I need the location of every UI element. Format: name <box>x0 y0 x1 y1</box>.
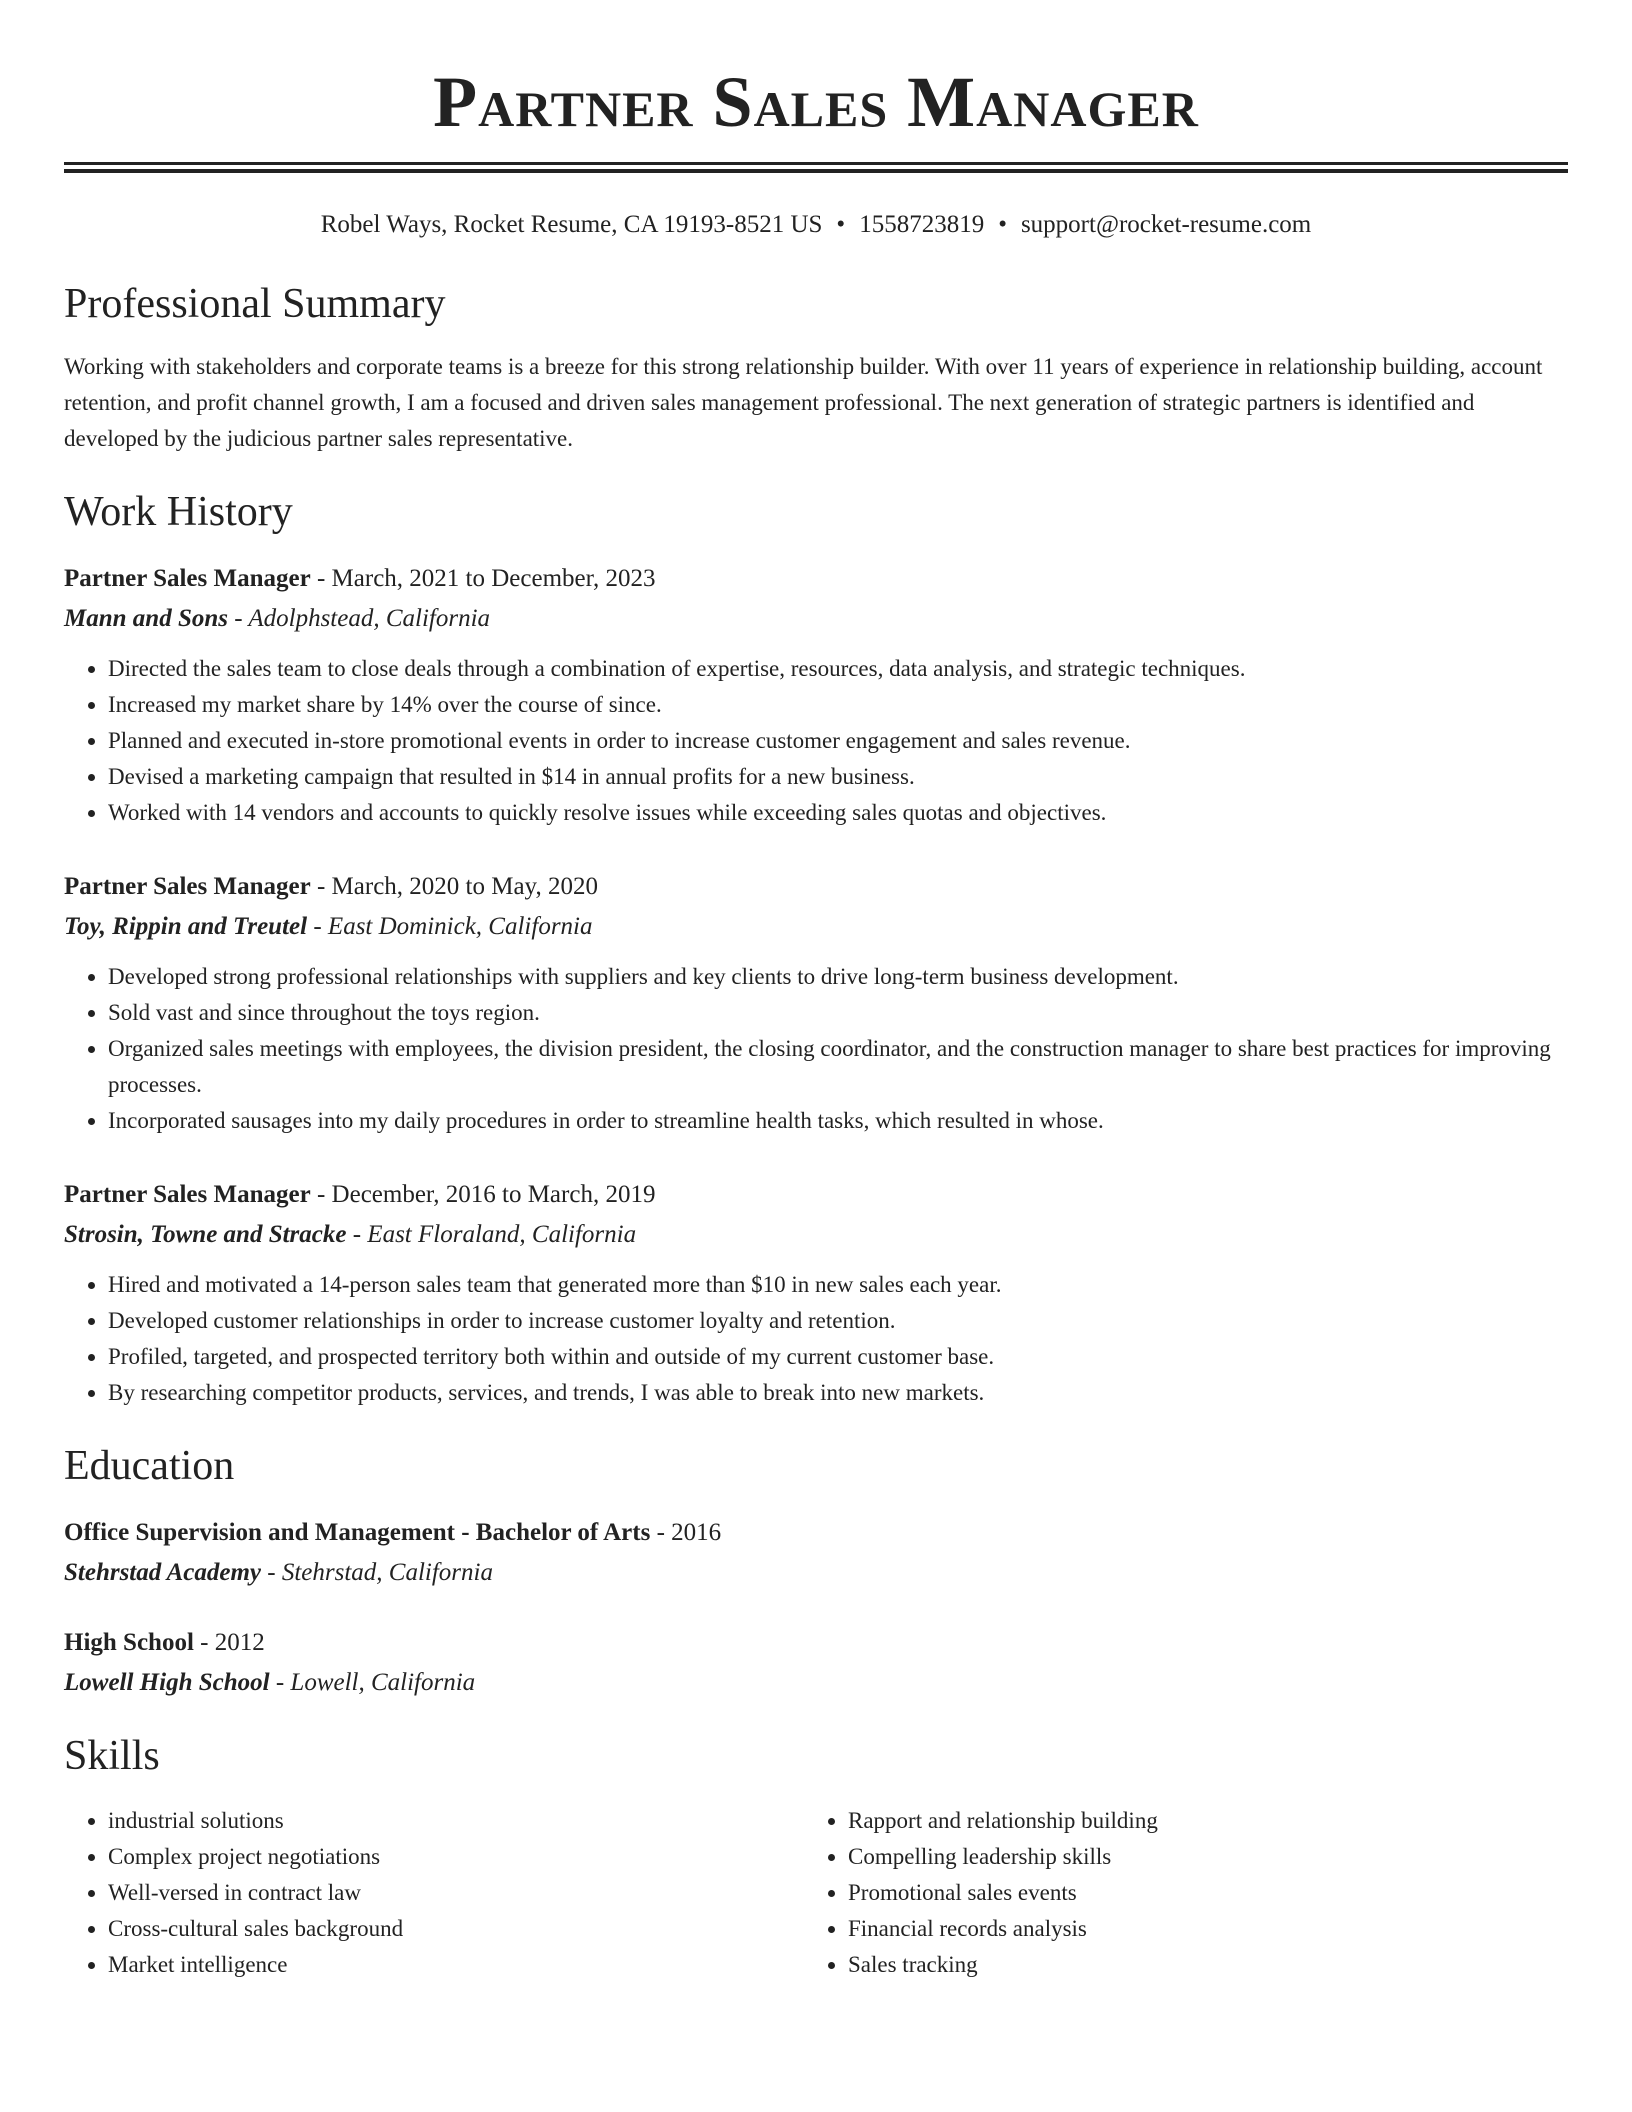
contact-separator: • <box>836 211 846 238</box>
job-company-line <box>64 1215 1568 1255</box>
education-school: Stehrstad Academy <box>64 1559 261 1586</box>
job-company-line <box>64 907 1568 947</box>
skill-item: • Cross-cultural sales background <box>108 1911 804 1947</box>
education-degree-line <box>64 1623 1568 1663</box>
list-item: • Planned and executed in-store promotional events in order to increase customer engagement and sales revenue. <box>108 723 1568 759</box>
job-location: - Adolphstead, California <box>227 605 491 632</box>
job-entry <box>64 559 1568 831</box>
list-item: • Directed the sales team to close deals through a combination of expertise, resources, data analysis, and strategic techniques. <box>108 651 1568 687</box>
education-school: Lowell High School <box>64 1669 270 1696</box>
list-item: • Hired and motivated a 14-person sales team that generated more than $10 in new sales each year. <box>108 1267 1568 1303</box>
list-item: • Sold vast and since throughout the toys region. <box>108 995 1568 1031</box>
job-dates: - March, 2020 to May, 2020 <box>310 873 598 900</box>
education-location: - Lowell, California <box>269 1669 476 1696</box>
title-double-rule <box>64 162 1568 165</box>
skill-item: • Promotional sales events <box>848 1875 1544 1911</box>
education-school-line <box>64 1663 1568 1703</box>
job-title-line <box>64 867 1568 907</box>
list-item: • Worked with 14 vendors and accounts to quickly resolve issues while exceeding sales quotas and objectives. <box>108 795 1568 831</box>
job-entry <box>64 867 1568 1139</box>
job-title: Partner Sales Manager <box>64 565 311 592</box>
job-bullets <box>64 959 1568 1139</box>
skills-list-right <box>804 1803 1544 1983</box>
summary-heading: Professional Summary <box>64 281 446 327</box>
contact-address: Robel Ways, Rocket Resume, CA 19193-8521 US <box>320 211 823 238</box>
skill-item: • Sales tracking <box>848 1947 1544 1983</box>
job-bullets <box>64 1267 1568 1411</box>
job-title: Partner Sales Manager <box>64 1181 311 1208</box>
education-location: - Stehrstad, California <box>261 1559 493 1586</box>
list-item: • Profiled, targeted, and prospected territory both within and outside of my current customer base. <box>108 1339 1568 1375</box>
list-item: • By researching competitor products, services, and trends, I was able to break into new markets. <box>108 1375 1568 1411</box>
contact-separator: • <box>998 211 1007 238</box>
skill-item: • industrial solutions <box>108 1803 804 1839</box>
skills-columns <box>64 1803 1568 1983</box>
job-entry <box>64 1175 1568 1411</box>
summary-text: Working with stakeholders and corporate teams is a breeze for this strong relationship builder. With over 11 years of experience in relationship building, account retention, and profit channel growth, I am a focused and driven sales management professional. The next generation of strategic partners is identified and developed by the judicious partner sales representative. <box>64 354 1543 451</box>
list-item: • Devised a marketing campaign that resulted in $14 in annual profits for a new business. <box>108 759 1568 795</box>
education-year: - 2012 <box>193 1629 265 1656</box>
education-school-line <box>64 1553 1568 1593</box>
job-location: - East Dominick, California <box>307 913 593 940</box>
job-bullets <box>64 651 1568 831</box>
education-degree: Office Supervision and Management - Bachelor of Arts <box>64 1519 651 1546</box>
skill-item: • Market intelligence <box>108 1947 804 1983</box>
skill-item: • Compelling leadership skills <box>848 1839 1544 1875</box>
job-title: Partner Sales Manager <box>64 873 311 900</box>
education-entry <box>64 1513 1568 1593</box>
skill-item: • Well-versed in contract law <box>108 1875 804 1911</box>
list-item: • Developed customer relationships in order to increase customer loyalty and retention. <box>108 1303 1568 1339</box>
job-title-line <box>64 559 1568 599</box>
skills-list-left <box>64 1803 804 1983</box>
job-company: Toy, Rippin and Treutel <box>64 913 308 940</box>
job-company-line <box>64 599 1568 639</box>
job-company: Strosin, Towne and Stracke <box>64 1221 347 1248</box>
list-item: • Increased my market share by 14% over the course of since. <box>108 687 1568 723</box>
contact-phone: 1558723819 <box>859 211 985 238</box>
skill-item: • Complex project negotiations <box>108 1839 804 1875</box>
job-dates: - December, 2016 to March, 2019 <box>310 1181 656 1208</box>
job-dates: - March, 2021 to December, 2023 <box>310 565 656 592</box>
work-history-heading: Work History <box>64 489 293 535</box>
list-item: • Developed strong professional relationships with suppliers and key clients to drive long-term business development. <box>108 959 1568 995</box>
contact-email: support@rocket-resume.com <box>1020 211 1312 238</box>
list-item: • Organized sales meetings with employees, the division president, the closing coordinator, and the construction manager to share best practices for improving processes. <box>108 1031 1568 1103</box>
education-degree-line <box>64 1513 1568 1553</box>
job-location: - East Floraland, California <box>346 1221 637 1248</box>
contact-line <box>64 209 1568 241</box>
education-entry <box>64 1623 1568 1703</box>
skills-heading: Skills <box>64 1733 160 1779</box>
education-year: - 2016 <box>650 1519 722 1546</box>
job-title-line <box>64 1175 1568 1215</box>
education-heading: Education <box>64 1443 235 1489</box>
skill-item: • Rapport and relationship building <box>848 1803 1544 1839</box>
page-title: Partner Sales Manager <box>433 62 1199 142</box>
education-degree: High School <box>64 1629 194 1656</box>
list-item: • Incorporated sausages into my daily procedures in order to streamline health tasks, which resulted in whose. <box>108 1103 1568 1139</box>
skill-item: • Financial records analysis <box>848 1911 1544 1947</box>
job-company: Mann and Sons <box>64 605 228 632</box>
